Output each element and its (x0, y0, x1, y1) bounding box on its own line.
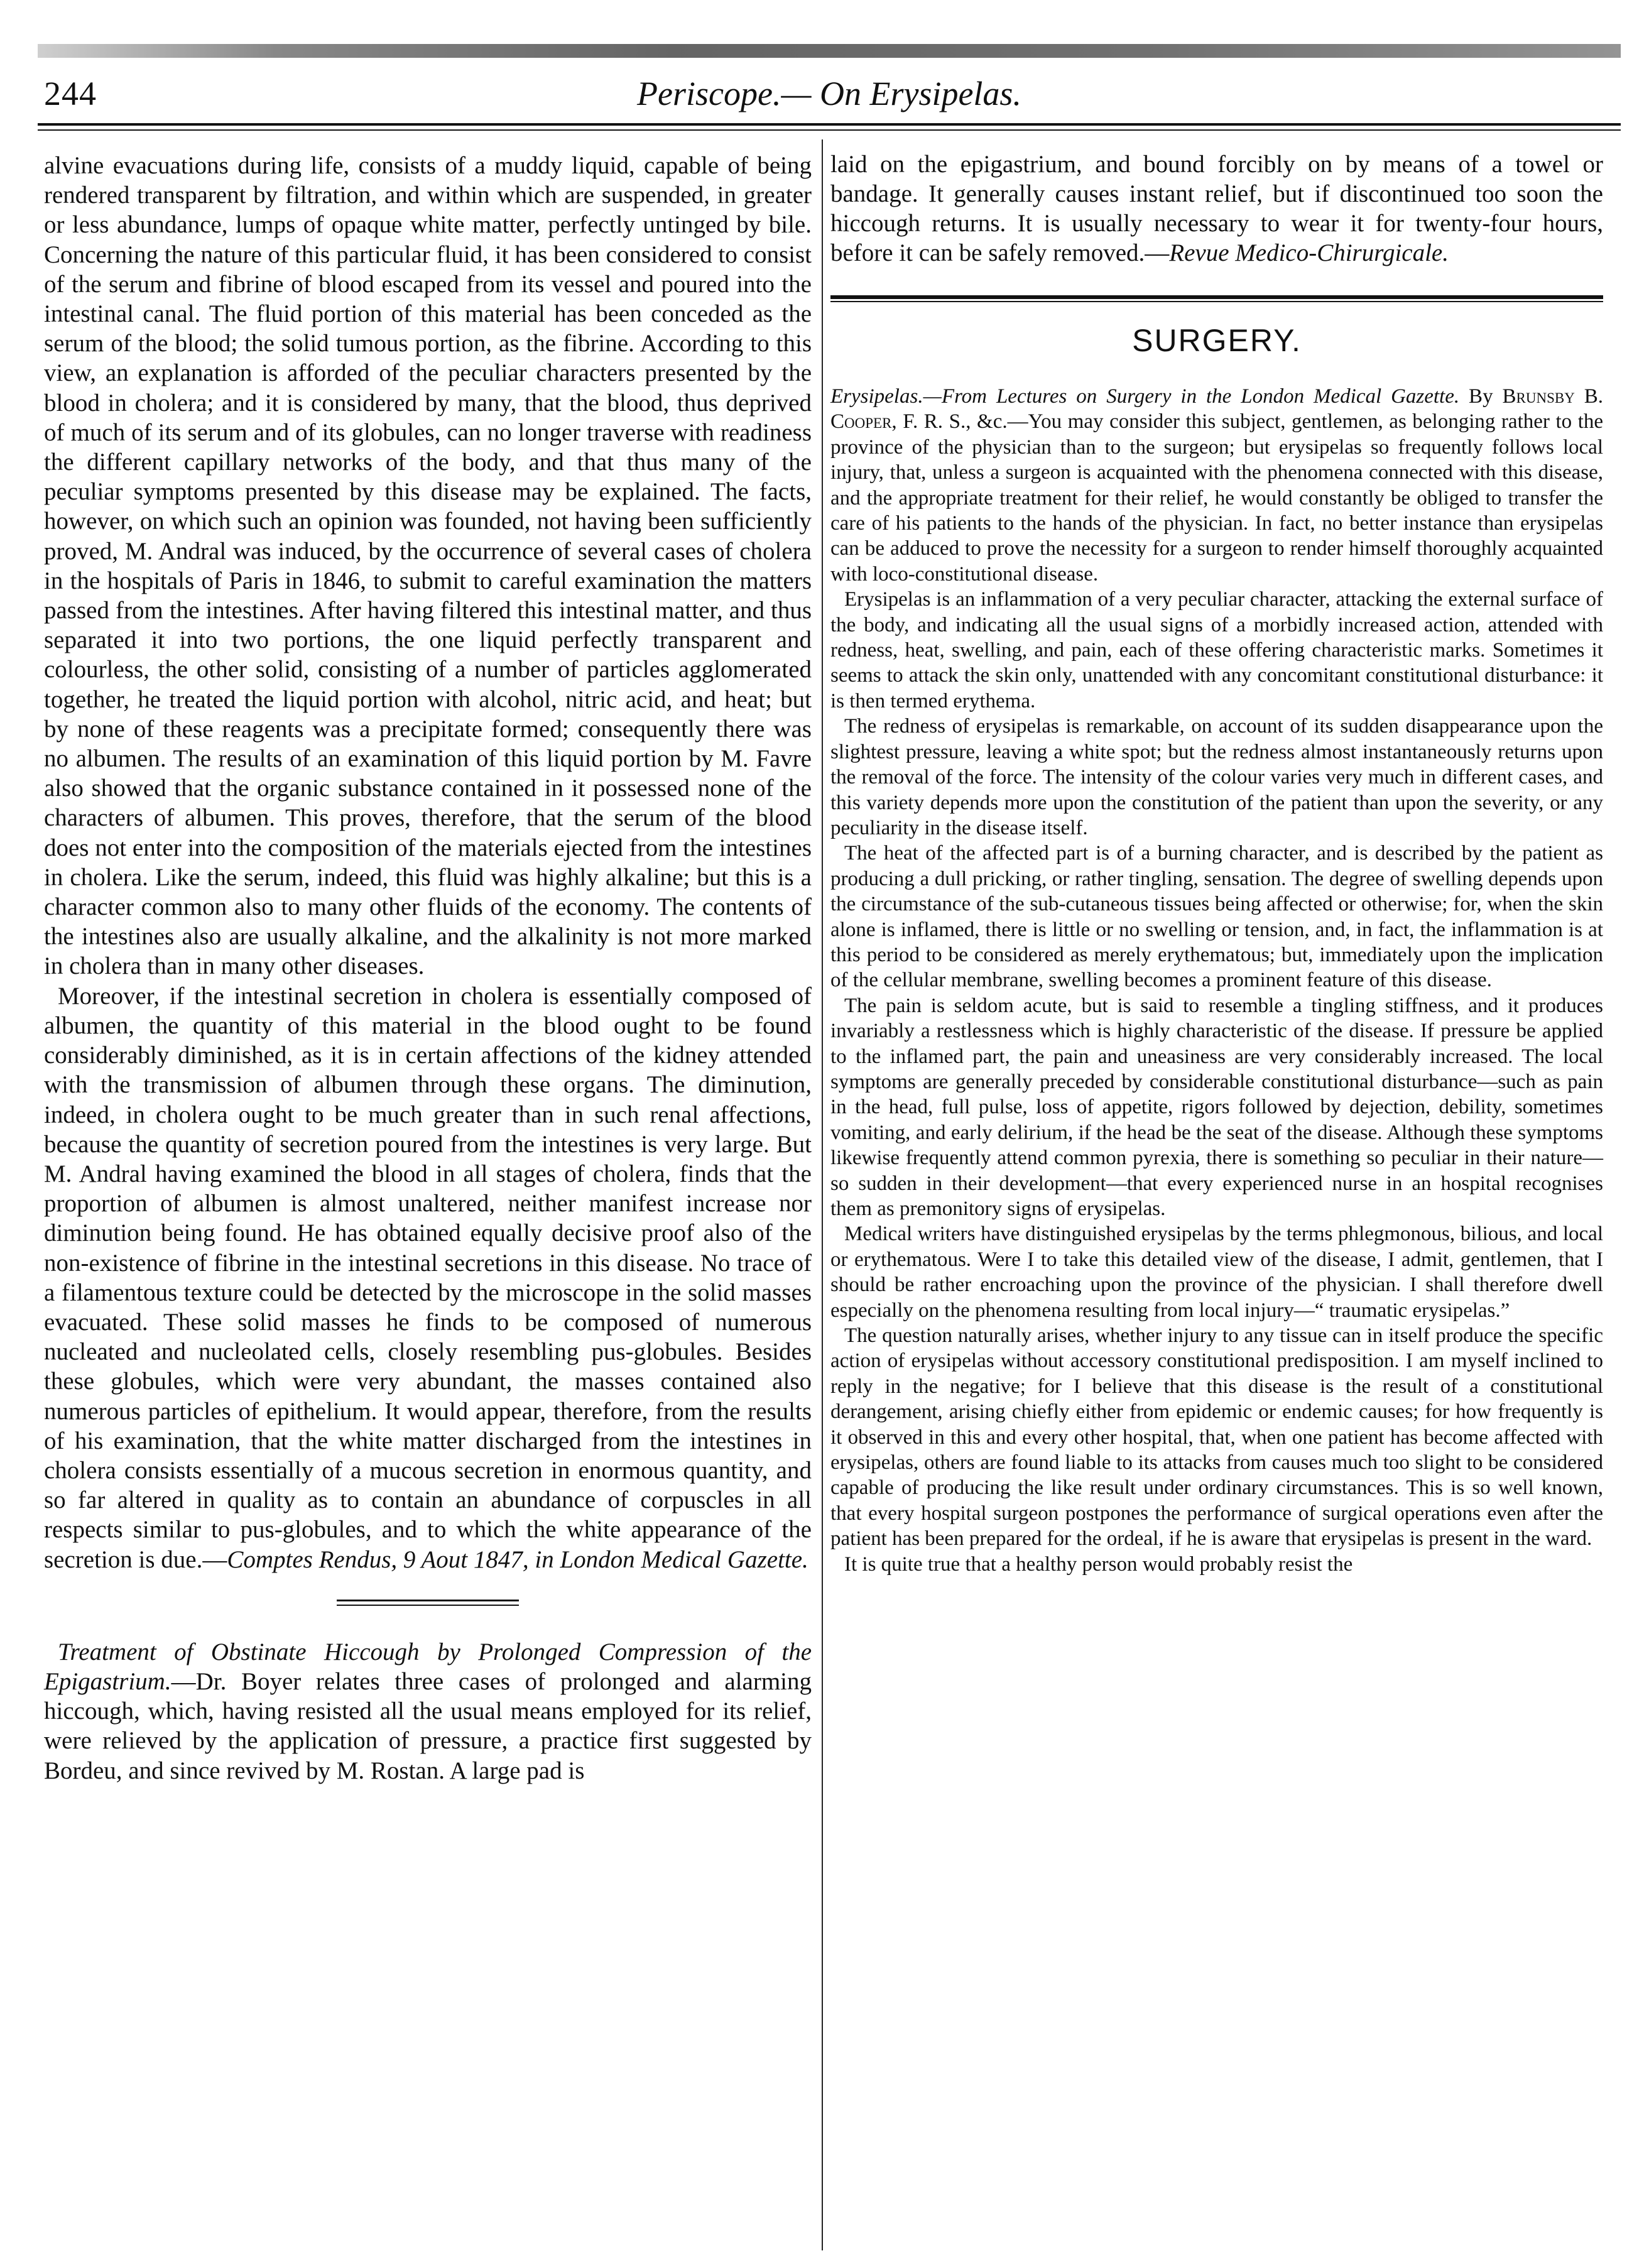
top-border-noise (38, 44, 1621, 58)
hiccough-text: —Dr. Boyer relates three cases of prolonged and alarming hiccough, which, having resisted all the usual means employed for its relief, were relieved by the application of pressure, a practice first suggested by Bordeu, and since revived by M. Rostan. A large pad is (44, 1667, 812, 1784)
section-rule (830, 295, 1603, 302)
hiccough-continuation (830, 150, 1603, 268)
cholera-citation: Comptes Rendus, 9 Aout 1847, in London Medical Gazette. (227, 1546, 808, 1573)
erysipelas-paragraph-heat: The heat of the affected part is of a burning character, and is described by the patient as producing a dull pricking, or rather tingling, sensation. The degree of swelling depends upon the circumstance of the sub-cutaneous tissues being affected or otherwise; for, when the skin alone is inflamed, there is little or no swelling or tension, and, in fact, the inflammation is at this period to be considered as merely erythematous; but, immediately upon the implication of the cellular membrane, swelling becomes a prominent feature of this disease. (830, 842, 1603, 992)
erysipelas-paragraph-injury: The question naturally arises, whether injury to any tissue can in itself produce the specific action of erysipelas without accessory constitutional predisposition. I am myself inclined to reply in the negative; for I believe that this disease is the result of a constitutional derangement, arising chiefly either from epidemic or endemic causes; for how frequently is it observed in this and every other hospital, that, when one patient has become affected with erysipelas, others are found liable to its attacks from causes much too slight to be considered capable of producing the like result under ordinary circumstances. This is so well known, that every hospital surgeon postpones the performance of surgical operations even after the patient has been prepared for the ordeal, if he is aware that erysipelas is present in the ward. (830, 1324, 1603, 1551)
erysipelas-paragraph-redness: The redness of erysipelas is remarkable, on account of its sudden disappearance upon the slightest pressure, leaving a white spot; but the redness almost instantaneously returns upon the removal of the force. The intensity of the colour varies very much in different cases, and this variety depends more upon the constitution of the patient than upon the severity, or any peculiarity in the disease itself. (830, 715, 1603, 839)
cholera-albumen-paragraph (44, 981, 812, 1574)
hiccough-title: Treatment of Obstinate Hiccough by Prolonged Compression of the Epigastrium. (44, 1638, 812, 1695)
hiccough-paragraph (44, 1637, 812, 1786)
erysipelas-paragraph-pain: The pain is seldom acute, but is said to resemble a tingling stiffness, and it produces invariably a restlessness which is highly characteristic of the disease. If pressure be applied to the inflamed part, the pain and uneasiness are very considerably increased. The local symptoms are generally preceded by considerable constitutional disturbance—such as pain in the head, full pulse, loss of appetite, rigors followed by dejection, debility, sometimes vomiting, and early delirium, if the head be the seat of the disease. Although these symptoms likewise frequently attend common pyrexia, there is something so peculiar in their nature—so sudden in their development—that every experienced nurse in an hospital recognises them as premonitory signs of erysipelas. (830, 994, 1603, 1220)
erysipelas-paragraph-definition: Erysipelas is an inflammation of a very peculiar character, attacking the external surface of the body, and indicating all the usual signs of a morbidly increased action, attended with redness, heat, swelling, and pain, each of these offering characteristic marks. Sometimes it seems to attack the skin only, unattended with any concomitant constitutional disturbance: it is then termed erythema. (830, 588, 1603, 712)
author-suffix: , F. R. S., &c. (891, 410, 1008, 433)
cholera-paragraph: alvine evacuations during life, consists of a muddy liquid, capable of being rendered transparent by filtration, and within which are suspended, in greater or less abundance, lumps of opaque white matter, perfectly untinged by bile. Concerning the nature of this particular fluid, it has been considered to consist of the serum and fibrine of blood escaped from its vessel and poured into the intestinal canal. The fluid portion of this material has been conceded as the serum of the blood; the solid tumous portion, as the fibrine. According to this view, an explanation is afforded of the peculiar characters presented by the blood in cholera; and it is considered by many, that the blood, thus deprived of much of its serum and of its globules, can no longer traverse with readiness the different capillary networks of the body, and that thus many of the peculiar symptoms presented by this disease may be explained. The facts, however, on which such an opinion was founded, not having been sufficiently proved, M. Andral was induced, by the occurrence of several cases of cholera in the hospitals of Paris in 1846, to submit to careful examination the matters passed from the intestines. After having filtered this intestinal matter, and thus separated it into two portions, the one liquid perfectly transparent and colourless, the other solid, consisting of a number of particles agglomerated together, he treated the liquid portion with alcohol, nitric acid, and heat; but by none of these reagents was a precipitate formed; consequently there was no albumen. The results of an examination of this liquid portion by M. Favre also showed that the organic substance contained in it possessed none of the characters of albumen. This proves, therefore, that the serum of the blood does not enter into the composition of the materials ejected from the intestines in cholera. Like the serum, indeed, this fluid was highly alkaline; but this is a character common also to many other fluids of the economy. The contents of the intestines also are usually alkaline, and the alkalinity is not more marked in cholera than in many other diseases. (44, 152, 812, 980)
hiccough-continuation-text: laid on the epigastrium, and bound forcibly on by means of a towel or bandage. It generally causes instant relief, but if discontinued too soon the hiccough returns. It is usually necessary to wear it for twenty-four hours, before it can be safely removed.— (830, 151, 1603, 266)
right-column (830, 150, 1603, 1577)
hiccough-citation: Revue Medico-Chirurgicale. (1169, 239, 1449, 266)
section-title: SURGERY. (1132, 323, 1302, 358)
erysipelas-paragraph-writers: Medical writers have distinguished erysipelas by the terms phlegmonous, bilious, and local or erythematous. Were I to take this detailed view of the disease, I admit, gentlemen, that I should be rather encroaching upon the province of the physician. I shall therefore dwell especially on the phenomena resulting from local injury—“ traumatic erysipelas.” (830, 1223, 1603, 1322)
erysipelas-intro-text: —You may consider this subject, gentlemen, as belonging rather to the province of the physician than to the surgeon; but erysipelas so frequently follows local injury, that, unless a surgeon is acquainted with the phenomena connected with this disease, and the appropriate treatment for their relief, he would constantly be obliged to transfer the care of his patients to the hands of the physician. In fact, no better instance than erysipelas can be adduced to prove the necessity for a surgeon to render himself thoroughly acquainted with loco-constitutional disease. (830, 410, 1604, 586)
author-name: Brunsby B. Cooper (830, 385, 1604, 433)
erysipelas-intro (830, 384, 1603, 587)
column-divider (822, 139, 823, 2250)
author-prefix: By (1459, 385, 1503, 408)
erysipelas-title: Erysipelas.—From Lectures on Surgery in the London Medical Gazette. (830, 385, 1460, 408)
cholera-albumen-text: Moreover, if the intestinal secretion in cholera is essentially composed of albumen, the quantity of this material in the blood ought to be found considerably diminished, as it is in certain affections of the kidney attended with the transmission of albumen through these organs. The diminution, indeed, in cholera ought to be much greater than in such renal affections, because the quantity of secretion poured from the intestines is very large. But M. Andral having examined the blood in all stages of cholera, finds that the proportion of albumen is almost unaltered, neither manifest increase nor diminution being found. He has obtained equally decisive proof also of the non-existence of fibrine in the intestinal secretions in this disease. No trace of a filamentous texture could be detected by the microscope in the solid masses evacuated. These solid masses he finds to be composed of numerous nucleated and nucleolated cells, closely resembling pus-globules. Besides these globules, which were very abundant, the masses contained also numerous particles of epithelium. It would appear, therefore, from the results of his examination, that the white matter discharged from the intestines in cholera consists essentially of a mucous secretion in enormous quantity, and so far altered in quality as to contain an abundance of corpuscles in all respects similar to pus-globules, and to which the white appearance of the secretion is due.— (44, 982, 812, 1573)
erysipelas-paragraph-healthy: It is quite true that a healthy person would probably resist the (844, 1552, 1353, 1576)
left-column (44, 151, 812, 1786)
page-number: 244 (44, 75, 97, 112)
page-header (38, 74, 1621, 124)
erysipelas-article (830, 384, 1603, 1577)
header-rule-thin (38, 129, 1621, 131)
header-rule (38, 123, 1621, 126)
running-title: Periscope.— On Erysipelas. (637, 75, 1021, 112)
article-separator (337, 1600, 519, 1606)
